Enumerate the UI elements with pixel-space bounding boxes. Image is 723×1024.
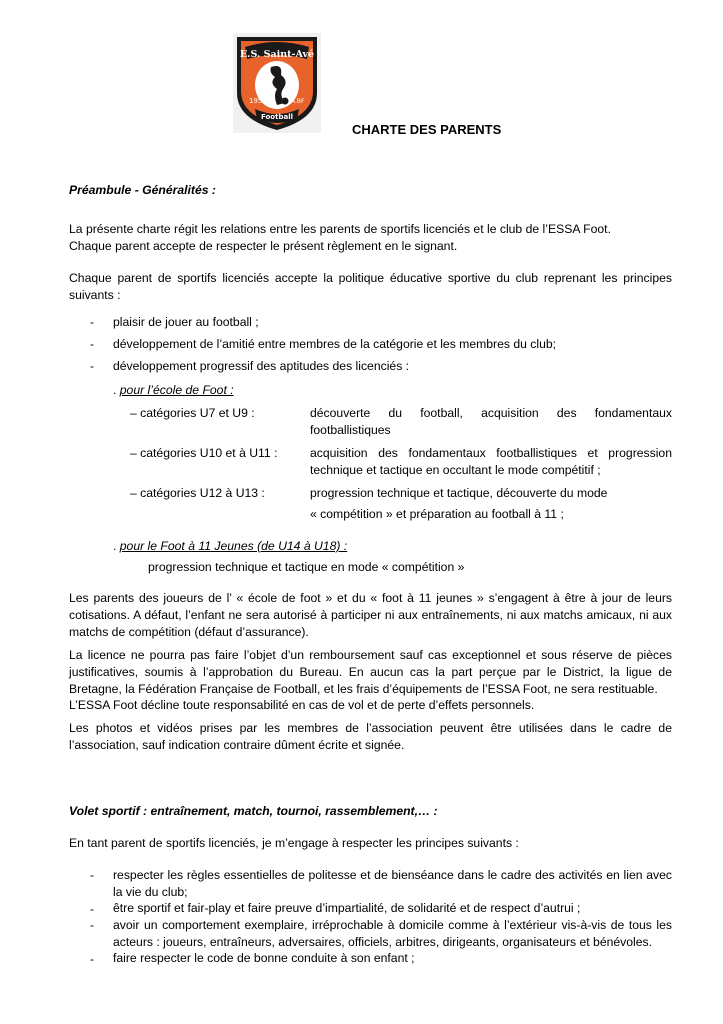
- list-item: respecter les règles essentielles de politesse et de bienséance dans le cadre des activités en lien avec la vie du club;: [113, 868, 672, 899]
- list-item: être sportif et fair-play et faire preuve d’impartialité, de solidarité et de respect d’autrui ;: [113, 901, 581, 915]
- list-item: avoir un comportement exemplaire, irréprochable à domicile comme à l’extérieur vis-à-vis de tous les acteurs : joueurs, entraîneurs, adversaires, officiels, arbitres, dirigeants, organisateurs et bénévoles.: [113, 918, 672, 949]
- category-description: acquisition des fondamentaux footballistiques et progression technique et tactique en occultant le mode compétitif ;: [310, 446, 672, 477]
- svg-text:Football: Football: [261, 113, 293, 121]
- bullet-dash: -: [90, 359, 95, 373]
- list-item: plaisir de jouer au football ;: [113, 315, 259, 329]
- bullet-dash: -: [90, 868, 95, 882]
- subsection-ecole: [113, 383, 234, 397]
- paragraph: En tant parent de sportifs licenciés, je m’engage à respecter les principes suivants :: [69, 836, 519, 850]
- club-crest-logo: [233, 33, 321, 133]
- section-heading-preambule: Préambule - Généralités :: [69, 183, 216, 197]
- paragraph-line: L’ESSA Foot décline toute responsabilité en cas de vol et de perte d’effets personnels.: [69, 698, 535, 712]
- page-title: CHARTE DES PARENTS: [352, 122, 502, 137]
- category-label: – catégories U7 et U9 :: [130, 406, 255, 420]
- bullet-dash: -: [90, 952, 95, 966]
- paragraph: Les photos et vidéos prises par les membres de l’association peuvent être utilisées dans le cadre de l’association, sauf indication contraire dûment écrite et signée.: [69, 721, 672, 752]
- category-description: découverte du football, acquisition des fondamentaux footballistiques: [310, 406, 672, 437]
- subsection-foot11: [113, 539, 347, 553]
- list-item: développement progressif des aptitudes des licenciés :: [113, 359, 410, 373]
- category-description-line: « compétition » et préparation au football à 11 ;: [310, 507, 564, 521]
- svg-text:E.S. Saint-Avé: E.S. Saint-Avé: [239, 49, 315, 60]
- paragraph: La licence ne pourra pas faire l’objet d’un remboursement sauf cas exceptionnel et sous réserve de pièces justificatives, soumis à l’approbation du Bureau. En aucun cas la part perçue par le District, la ligue de Bretagne, la Fédération Française de Football, et les frais d’équipements de l’ESSA Foot, ne sera restituable.: [69, 648, 672, 696]
- subsection-prefix: .: [113, 539, 120, 553]
- bullet-dash: -: [90, 902, 95, 916]
- section-heading-volet-sportif: Volet sportif : entraînement, match, tournoi, rassemblement,… :: [69, 804, 438, 818]
- list-item: développement de l’amitié entre membres de la catégorie et les membres du club;: [113, 337, 557, 351]
- category-label: – catégories U10 et à U11 :: [130, 446, 278, 460]
- bullet-dash: -: [90, 337, 95, 351]
- svg-text:1959: 1959: [249, 97, 267, 105]
- subsection-description: progression technique et tactique en mode « compétition »: [148, 560, 465, 574]
- category-label: – catégories U12 à U13 :: [130, 486, 265, 500]
- list-item: faire respecter le code de bonne conduite à son enfant ;: [113, 951, 415, 965]
- subsection-label: pour le Foot à 11 Jeunes (de U14 à U18) :: [119, 539, 348, 553]
- bullet-dash: -: [90, 918, 95, 932]
- subsection-label: pour l’école de Foot :: [119, 383, 234, 397]
- paragraph: Chaque parent de sportifs licenciés accepte la politique éducative sportive du club reprenant les principes suivants :: [69, 271, 672, 302]
- svg-text:A.BF: A.BF: [291, 98, 305, 105]
- category-description-line: progression technique et tactique, découverte du mode: [310, 486, 608, 500]
- paragraph-line: La présente charte régit les relations entre les parents de sportifs licenciés et le club de l’ESSA Foot.: [69, 222, 611, 236]
- bullet-dash: -: [90, 315, 95, 329]
- subsection-prefix: .: [113, 383, 120, 397]
- paragraph: Les parents des joueurs de l’ « école de foot » et du « foot à 11 jeunes » s’engagent à être à jour de leurs cotisations. A défaut, l’enfant ne sera autorisé à participer ni aux entraînements, ni aux matchs amicaux, ni aux matchs de compétition (défaut d’assurance).: [69, 591, 672, 639]
- paragraph-line: Chaque parent accepte de respecter le présent règlement en le signant.: [69, 239, 458, 253]
